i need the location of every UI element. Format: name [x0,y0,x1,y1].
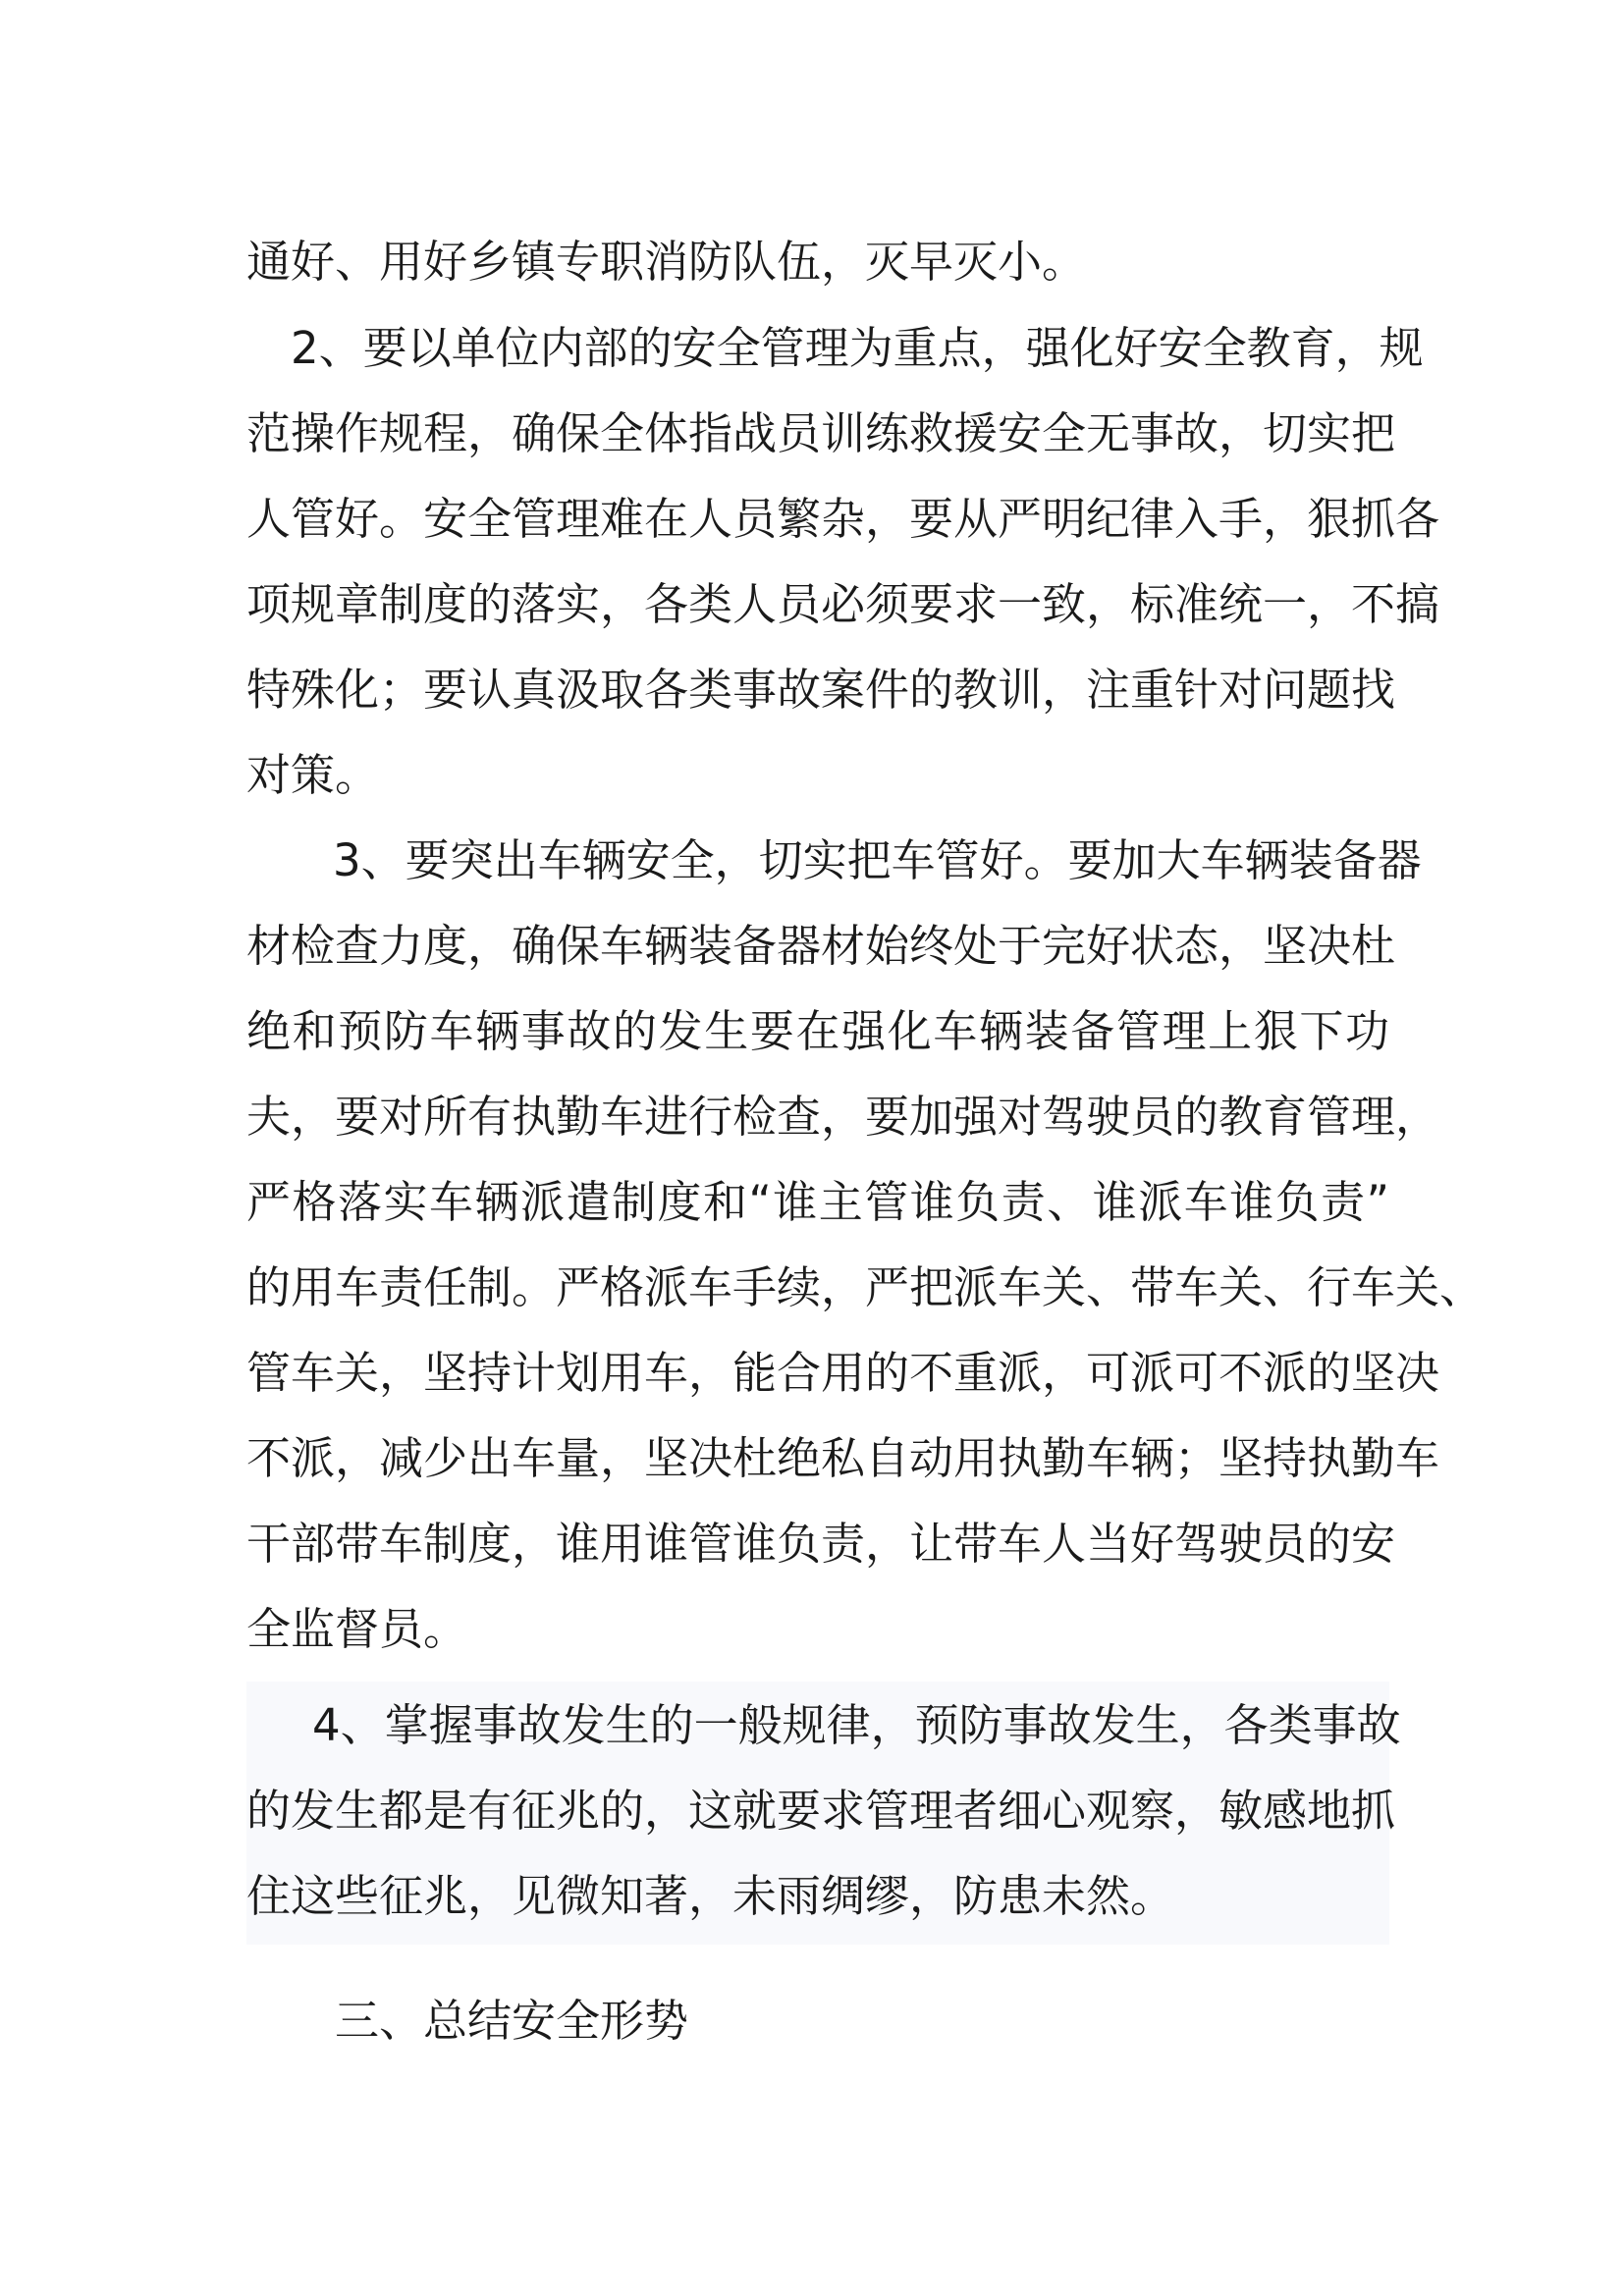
paragraph-3-line: 3、要突出车辆安全，切实把车管好。要加大车辆装备器 [333,834,1422,886]
paragraph-2-line: 项规章制度的落实，各类人员必须要求一致，标准统一，不搞 [246,578,1440,630]
paragraph-3-line: 干部带车制度，谁用谁管谁负责，让带车人当好驾驶员的安 [246,1518,1396,1570]
paragraph-3-line: 的用车责任制。严格派车手续，严把派车关、带车关、行车关、 [246,1261,1485,1313]
paragraph-4-line: 4、掌握事故发生的一般规律，预防事故发生，各类事故 [312,1699,1401,1751]
paragraph-4-line: 住这些征兆，见微知著，未雨绸缪，防患未然。 [246,1870,1175,1922]
paragraph-2-line: 对策。 [246,749,380,801]
paragraph-2-line: 人管好。安全管理难在人员繁杂，要从严明纪律入手，狠抓各 [246,493,1440,545]
paragraph-3-line: 管车关，坚持计划用车，能合用的不重派，可派可不派的坚决 [246,1347,1440,1399]
paragraph-2-line: 范操作规程，确保全体指战员训练救援安全无事故，切实把 [246,407,1396,459]
paragraph-1-line: 通好、用好乡镇专职消防队伍，灭早灭小。 [246,236,1087,288]
paragraph-3-line: 材检查力度，确保车辆装备器材始终处于完好状态，坚决杜 [246,920,1396,972]
paragraph-3-line: 严格落实车辆派遣制度和“谁主管谁负责、谁派车谁负责” [246,1176,1389,1228]
paragraph-3-line: 全监督员。 [246,1603,468,1655]
paragraph-2-line: 2、要以单位内部的安全管理为重点，强化好安全教育，规 [291,322,1424,374]
paragraph-3-line: 绝和预防车辆事故的发生要在强化车辆装备管理上狠下功 [246,1005,1389,1057]
section-heading: 三、总结安全形势 [335,1995,689,2047]
paragraph-3-line: 不派，减少出车量，坚决杜绝私自动用执勤车辆；坚持执勤车 [246,1432,1440,1484]
paragraph-4-line: 的发生都是有征兆的，这就要求管理者细心观察，敏感地抓 [246,1785,1396,1837]
paragraph-3-line: 夫，要对所有执勤车进行检查，要加强对驾驶员的教育管理， [246,1091,1440,1143]
paragraph-2-line: 特殊化；要认真汲取各类事故案件的教训，注重针对问题找 [246,664,1396,716]
